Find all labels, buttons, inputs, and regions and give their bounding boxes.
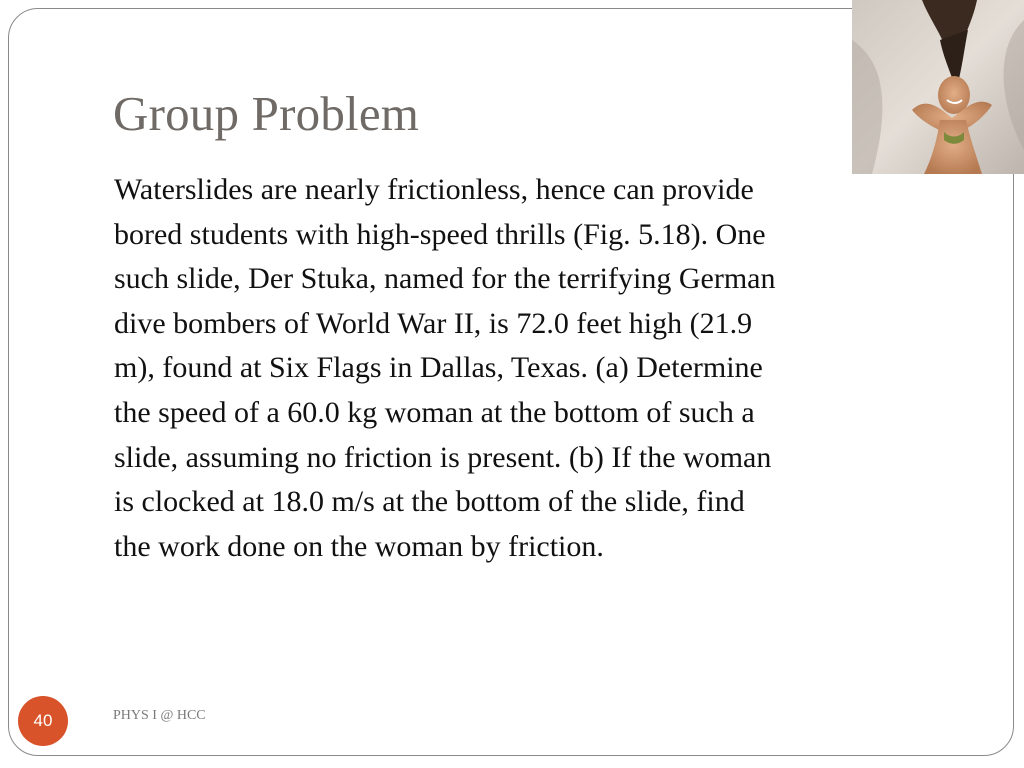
problem-text-line: bored students with high-speed thrills (Fig. 5.18). One — [114, 217, 766, 251]
problem-text-line: slide, assuming no friction is present. (b) If the woman — [114, 440, 772, 474]
footer-text: PHYS I @ HCC — [113, 708, 206, 723]
page-number-badge: 40 — [18, 696, 68, 746]
problem-text-line: m), found at Six Flags in Dallas, Texas. (a) Determine — [114, 351, 763, 385]
slide-title: Group Problem — [113, 86, 420, 141]
problem-text-line: the work done on the woman by friction. — [114, 529, 604, 563]
problem-text — [114, 168, 954, 569]
problem-text-line: Waterslides are nearly frictionless, hence can provide — [114, 173, 754, 206]
waterslide-photo — [852, 0, 1024, 174]
problem-text-line: dive bombers of World War II, is 72.0 feet high (21.9 — [114, 306, 753, 340]
problem-text-line: the speed of a 60.0 kg woman at the bottom of such a — [114, 395, 755, 429]
problem-text-line: is clocked at 18.0 m/s at the bottom of the slide, find — [114, 485, 745, 519]
problem-text-line: such slide, Der Stuka, named for the terrifying German — [114, 262, 776, 296]
